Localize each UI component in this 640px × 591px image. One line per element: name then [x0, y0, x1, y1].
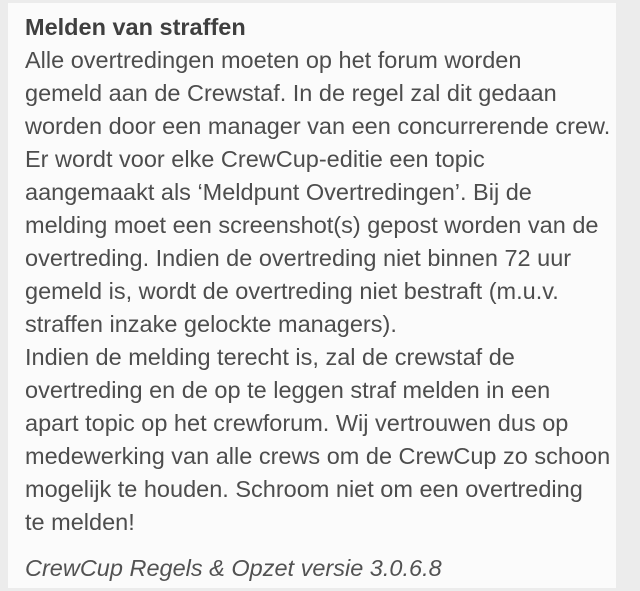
body-line: mogelijk te houden. Schroom niet om een overtreding [25, 476, 583, 502]
body-line: Alle overtredingen moeten op het forum worden [25, 47, 522, 73]
body-line: overtreding en de op te leggen straf melden in een [25, 377, 551, 403]
body-line: overtreding. Indien de overtreding niet binnen 72 uur [25, 245, 572, 271]
body-line: Indien de melding terecht is, zal de crewstaf de [25, 344, 515, 370]
body-line: melding moet een screenshot(s) gepost worden van de [25, 212, 599, 238]
document-title: Melden van straffen [25, 14, 246, 40]
body-line: worden door een manager van een concurrerende crew. [25, 113, 611, 139]
version-footer: CrewCup Regels & Opzet versie 3.0.6.8 [25, 555, 442, 581]
body-line: aangemaakt als ‘Meldpunt Overtredingen’. Bij de [25, 179, 532, 205]
rules-document-panel [8, 3, 616, 588]
body-line: medewerking van alle crews om de CrewCup zo schoon [25, 443, 611, 469]
body-line: straffen inzake gelockte managers). [25, 311, 397, 337]
body-line: apart topic op het crewforum. Wij vertrouwen dus op [25, 410, 569, 436]
body-line: gemeld aan de Crewstaf. In de regel zal dit gedaan [25, 80, 557, 106]
body-line: Er wordt voor elke CrewCup-editie een topic [25, 146, 485, 172]
body-line: te melden! [25, 509, 135, 535]
body-line: gemeld is, wordt de overtreding niet bestraft (m.u.v. [25, 278, 559, 304]
